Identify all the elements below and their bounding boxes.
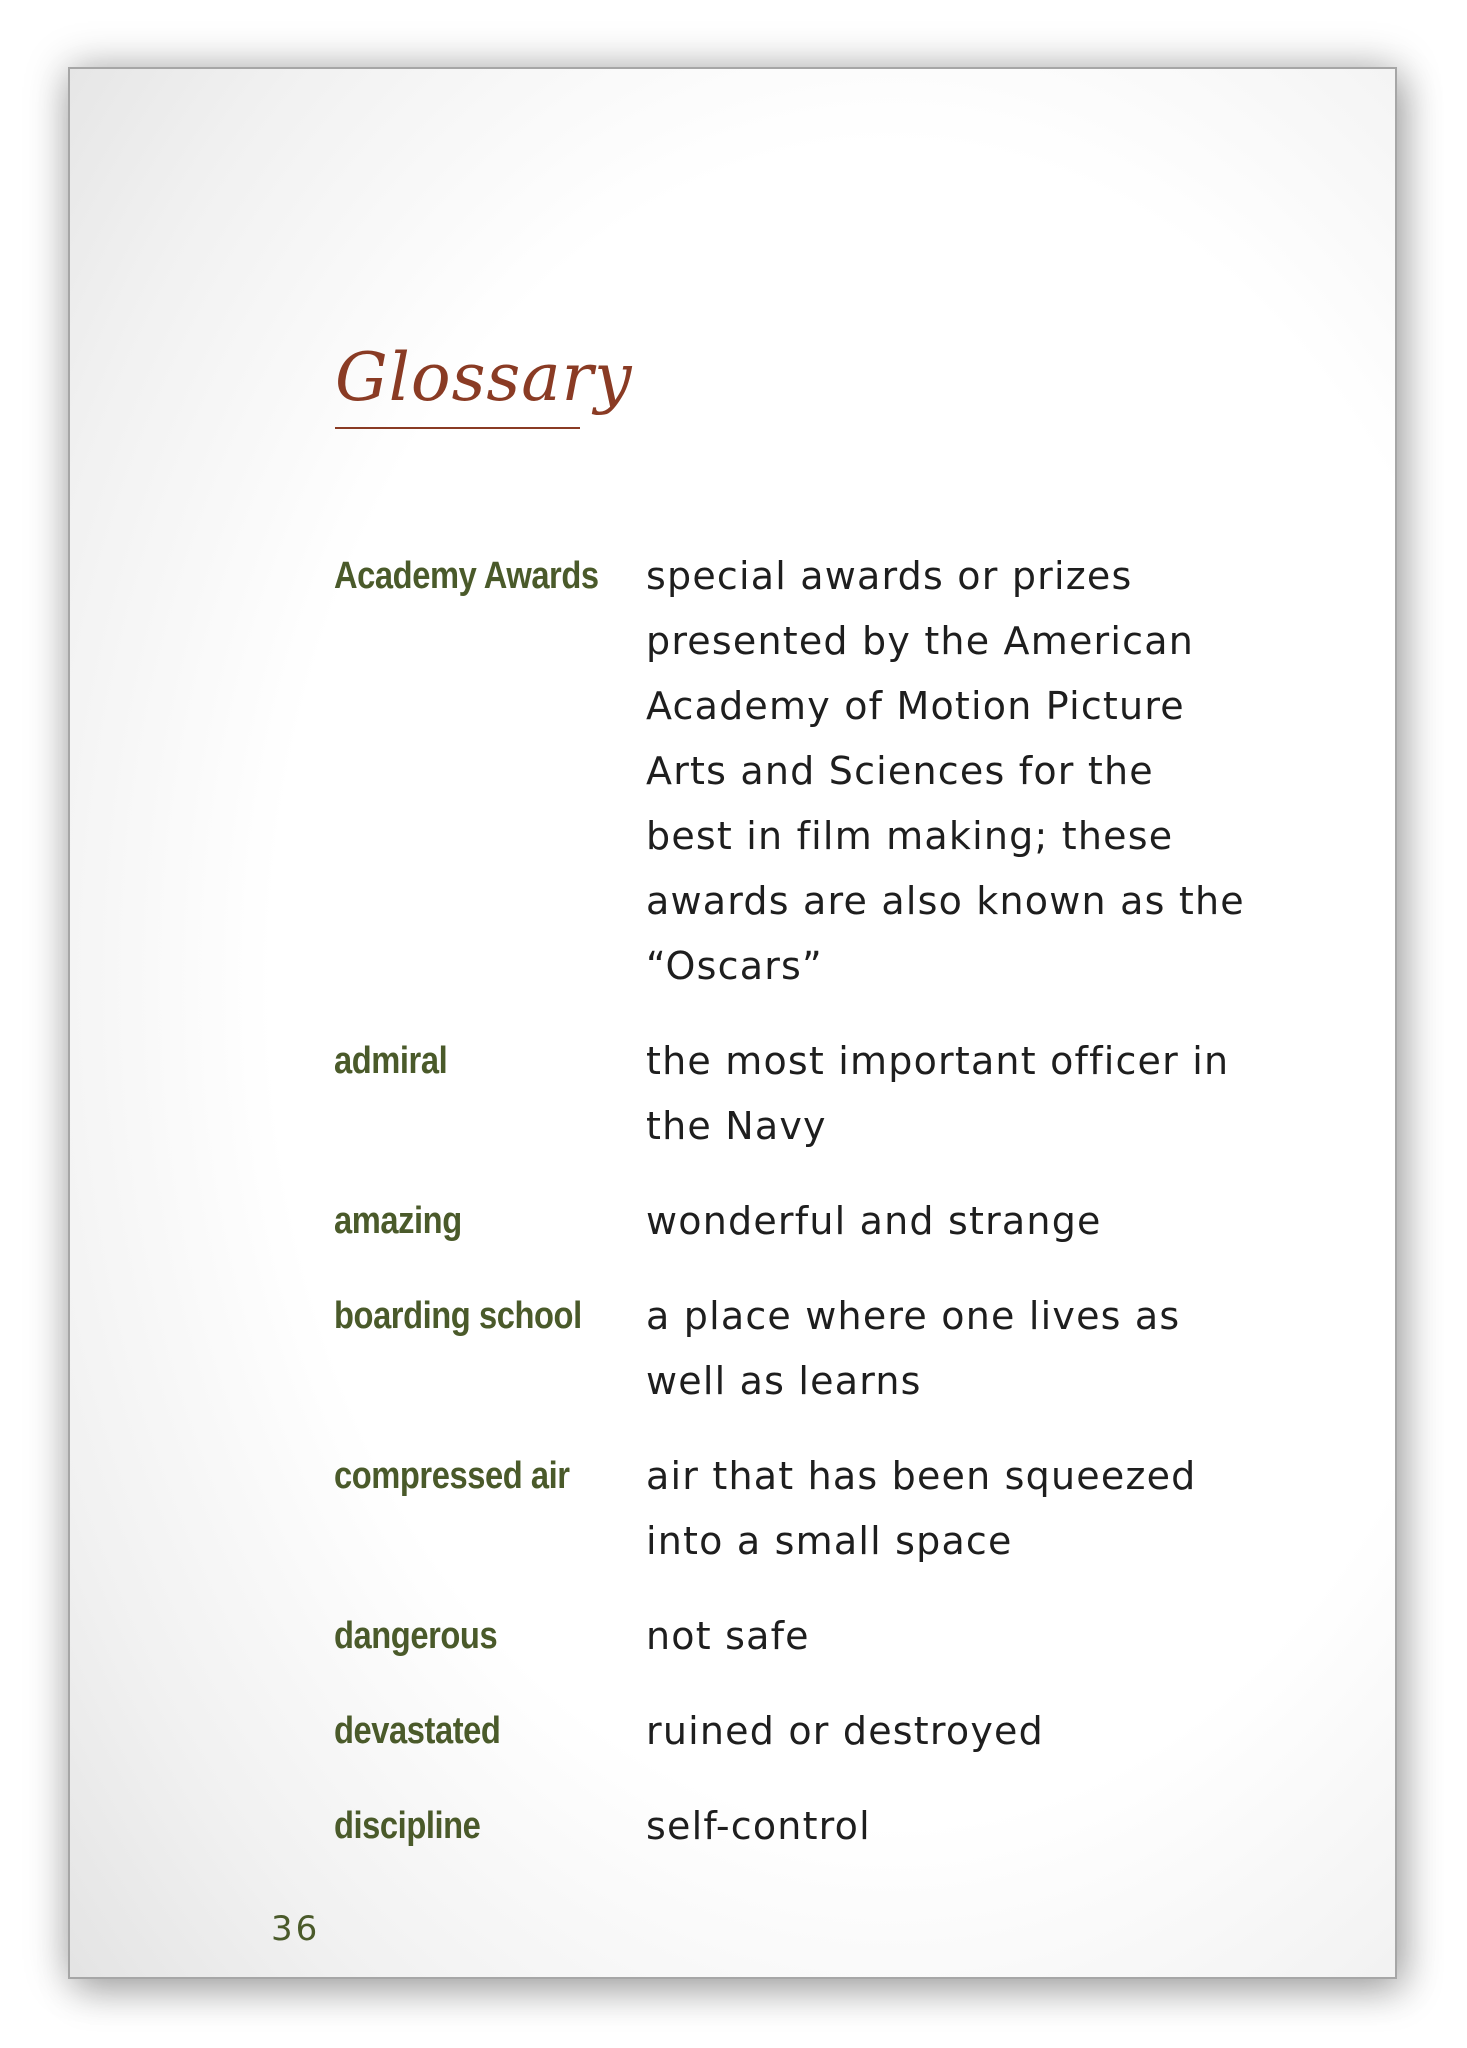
- glossary-definition: air that has been squeezed into a small space: [646, 1454, 1197, 1563]
- glossary-entry: [334, 1029, 1274, 1159]
- page-number: 36: [271, 1909, 321, 1949]
- glossary-definition: ruined or destroyed: [646, 1709, 1044, 1753]
- title-underline: [335, 427, 580, 429]
- glossary-definition: special awards or prizes presented by the American Academy of Motion Picture Arts and Sciences for the best in film making; these awards are also known as the “Oscars”: [646, 554, 1245, 988]
- glossary-definition: wonderful and strange: [646, 1199, 1102, 1243]
- glossary-entry: [334, 1699, 1274, 1764]
- glossary-term: amazing: [334, 1200, 462, 1242]
- glossary-definition: the most important officer in the Navy: [646, 1039, 1230, 1148]
- glossary-term: admiral: [334, 1040, 448, 1082]
- glossary-entry: [334, 1604, 1274, 1669]
- glossary-entry: [334, 1284, 1274, 1414]
- glossary-definition: a place where one lives as well as learns: [646, 1294, 1181, 1403]
- glossary-entry: [334, 1794, 1274, 1859]
- glossary-term: Academy Awards: [334, 555, 599, 597]
- glossary-definition: not safe: [646, 1614, 810, 1658]
- glossary-entry: [334, 1189, 1274, 1254]
- page-title: Glossary: [335, 339, 633, 416]
- glossary-entry: [334, 1444, 1274, 1574]
- glossary-term: devastated: [334, 1710, 501, 1752]
- glossary-term: discipline: [334, 1805, 481, 1847]
- glossary-term: dangerous: [334, 1615, 498, 1657]
- glossary-entry: [334, 544, 1274, 999]
- glossary-list: [334, 544, 1274, 1889]
- glossary-heading: [335, 333, 633, 443]
- book-page: [68, 67, 1397, 1979]
- glossary-definition: self-control: [646, 1804, 871, 1848]
- glossary-term: compressed air: [334, 1455, 570, 1497]
- glossary-term: boarding school: [334, 1295, 582, 1337]
